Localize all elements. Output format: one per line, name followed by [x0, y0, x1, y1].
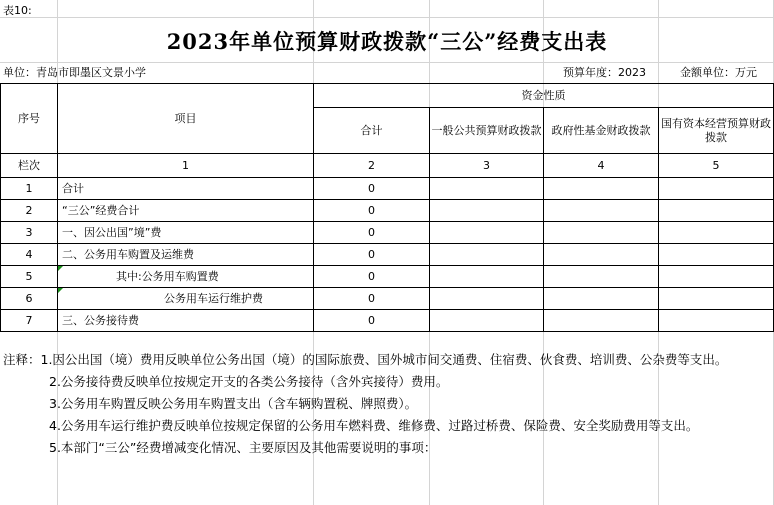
row-general: [430, 266, 544, 288]
page-title: 2023年单位预算财政拨款“三公”经费支出表: [166, 29, 608, 54]
row-state-capital: [659, 222, 774, 244]
row-general: [430, 288, 544, 310]
note-4: 4.公务用车运行维护费反映单位按规定保留的公务用车燃料费、维修费、过路过桥费、保险费、安全奖励费用等支出。: [49, 418, 699, 433]
note-5: 5.本部门“三公”经费增减变化情况、主要原因及其他需要说明的事项：: [49, 440, 437, 455]
table-row: [1, 244, 774, 266]
row-gov-fund: [544, 310, 659, 332]
row-gov-fund: [544, 200, 659, 222]
row-seq: 6: [1, 288, 58, 310]
row-total: 0: [314, 200, 430, 222]
unit-name: 单位：青岛市即墨区文景小学: [3, 66, 146, 79]
row-item: 公务用车运行维护费: [58, 288, 314, 310]
row-seq: 2: [1, 200, 58, 222]
row-general: [430, 200, 544, 222]
currency-unit: 金额单位：万元: [680, 66, 757, 79]
row-total: 0: [314, 310, 430, 332]
row-general: [430, 178, 544, 200]
row-general: [430, 244, 544, 266]
note-2: 2.公务接待费反映单位按规定开支的各类公务接待（含外宾接待）费用。: [49, 374, 449, 389]
table-row: [1, 310, 774, 332]
column-index: 3: [430, 154, 544, 178]
row-total: 0: [314, 222, 430, 244]
row-state-capital: [659, 310, 774, 332]
row-item: 其中:公务用车购置费: [58, 266, 314, 288]
row-gov-fund: [544, 178, 659, 200]
row-state-capital: [659, 288, 774, 310]
notes: [3, 349, 773, 459]
row-total: 0: [314, 178, 430, 200]
row-total: 0: [314, 266, 430, 288]
row-item: 一、因公出国”境”费: [58, 222, 314, 244]
row-gov-fund: [544, 266, 659, 288]
row-seq: 1: [1, 178, 58, 200]
row-item: 合计: [58, 178, 314, 200]
budget-year: 预算年度：2023: [563, 66, 646, 79]
row-general: [430, 310, 544, 332]
table-row: [1, 200, 774, 222]
header-state-capital: 国有资本经营预算财政拨款: [659, 108, 774, 154]
header-seq: 序号: [1, 84, 58, 154]
header-item: 项目: [58, 84, 314, 154]
header-total: 合计: [314, 108, 430, 154]
row-seq: 7: [1, 310, 58, 332]
row-state-capital: [659, 244, 774, 266]
row-general: [430, 222, 544, 244]
column-index: 5: [659, 154, 774, 178]
row-gov-fund: [544, 222, 659, 244]
column-index-label: 栏次: [1, 154, 58, 178]
column-index: 2: [314, 154, 430, 178]
table-row: [1, 266, 774, 288]
note-3: 3.公务用车购置反映公务用车购置支出（含车辆购置税、牌照费）。: [49, 396, 418, 411]
table-row: [1, 288, 774, 310]
header-funds-nature: 资金性质: [314, 84, 774, 108]
row-seq: 3: [1, 222, 58, 244]
table-row: [1, 178, 774, 200]
row-seq: 4: [1, 244, 58, 266]
row-item: 三、公务接待费: [58, 310, 314, 332]
row-total: 0: [314, 288, 430, 310]
row-seq: 5: [1, 266, 58, 288]
header-gov-fund: 政府性基金财政拨款: [544, 108, 659, 154]
row-state-capital: [659, 200, 774, 222]
row-gov-fund: [544, 288, 659, 310]
note-1: 注释：1.因公出国（境）费用反映单位公务出国（境）的国际旅费、国外城市间交通费、住宿费、伙食费、培训费、公杂费等支出。: [3, 352, 728, 367]
row-total: 0: [314, 244, 430, 266]
header-general-budget: 一般公共预算财政拨款: [430, 108, 544, 154]
row-item: 二、公务用车购置及运维费: [58, 244, 314, 266]
table-row: [1, 222, 774, 244]
column-index: 1: [58, 154, 314, 178]
row-item: “三公”经费合计: [58, 200, 314, 222]
column-index: 4: [544, 154, 659, 178]
row-state-capital: [659, 266, 774, 288]
sheet-label: 表10:: [3, 4, 32, 17]
row-gov-fund: [544, 244, 659, 266]
row-state-capital: [659, 178, 774, 200]
expense-table: [0, 83, 774, 332]
